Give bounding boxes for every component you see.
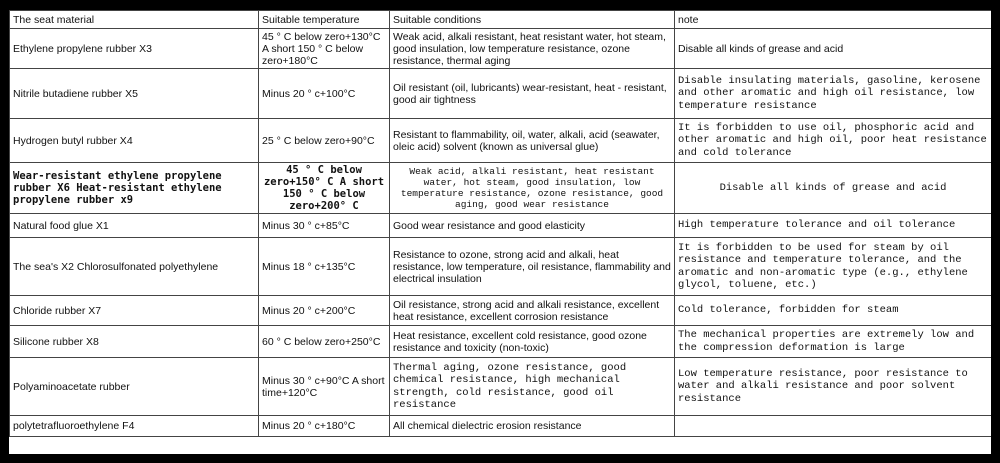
conditions-cell: Resistant to flammability, oil, water, alkali, acid (seawater, oleic acid) solvent (known as universal glue)	[390, 119, 675, 163]
temperature-cell: Minus 30 ° c+90°C A short time+120°C	[259, 358, 390, 416]
material-cell: Ethylene propylene rubber X3	[10, 29, 259, 69]
table-row	[10, 358, 992, 416]
material-cell: Nitrile butadiene rubber X5	[10, 69, 259, 119]
note-cell: Low temperature resistance, poor resistance to water and alkali resistance and poor solvent resistance	[675, 358, 992, 416]
conditions-cell: Oil resistant (oil, lubricants) wear-resistant, heat - resistant, good air tightness	[390, 69, 675, 119]
conditions-cell: Resistance to ozone, strong acid and alkali, heat resistance, low temperature, oil resistance, flammability and electrical insulation	[390, 238, 675, 296]
table-row	[10, 416, 992, 437]
temperature-cell: 45 ° C below zero+150° C A short 150 ° C below zero+200° C	[259, 163, 390, 214]
temperature-cell: Minus 20 ° c+100°C	[259, 69, 390, 119]
table-row	[10, 29, 992, 69]
table-row	[10, 69, 992, 119]
temperature-cell: 45 ° C below zero+130°C A short 150 ° C below zero+180°C	[259, 29, 390, 69]
table-row	[10, 326, 992, 358]
temperature-cell: Minus 18 ° c+135°C	[259, 238, 390, 296]
table-row	[10, 296, 992, 326]
material-cell: Wear-resistant ethylene propylene rubber X6 Heat-resistant ethylene propylene rubber x9	[10, 163, 259, 214]
conditions-cell: Weak acid, alkali resistant, heat resistant water, hot steam, good insulation, low temperature resistance, ozone resistance, thermal aging	[390, 29, 675, 69]
conditions-cell: Weak acid, alkali resistant, heat resistant water, hot steam, good insulation, low temperature resistance, ozone resistance, good aging, good wear resistance	[390, 163, 675, 214]
table-row	[10, 119, 992, 163]
conditions-cell: Heat resistance, excellent cold resistance, good ozone resistance and toxicity (non-toxic)	[390, 326, 675, 358]
header-conditions: Suitable conditions	[390, 11, 675, 29]
conditions-cell: Oil resistance, strong acid and alkali resistance, excellent heat resistance, excellent corrosion resistance	[390, 296, 675, 326]
note-cell: Disable all kinds of grease and acid	[675, 163, 992, 214]
note-cell: Disable insulating materials, gasoline, kerosene and other aromatic and high oil resistance, low temperature resistance	[675, 69, 992, 119]
note-cell: Disable all kinds of grease and acid	[675, 29, 992, 69]
material-cell: The sea's X2 Chlorosulfonated polyethylene	[10, 238, 259, 296]
material-cell: Silicone rubber X8	[10, 326, 259, 358]
temperature-cell: 25 ° C below zero+90°C	[259, 119, 390, 163]
material-cell: Chloride rubber X7	[10, 296, 259, 326]
header-material: The seat material	[10, 11, 259, 29]
table-row	[10, 163, 992, 214]
header-temperature: Suitable temperature	[259, 11, 390, 29]
seal-material-table	[9, 10, 991, 437]
material-cell: Polyaminoacetate rubber	[10, 358, 259, 416]
note-cell	[675, 416, 992, 437]
material-cell: Natural food glue X1	[10, 214, 259, 238]
temperature-cell: 60 ° C below zero+250°C	[259, 326, 390, 358]
conditions-cell: All chemical dielectric erosion resistance	[390, 416, 675, 437]
document-frame	[9, 10, 991, 454]
material-cell: Hydrogen butyl rubber X4	[10, 119, 259, 163]
header-note: note	[675, 11, 992, 29]
table-row	[10, 238, 992, 296]
note-cell: High temperature tolerance and oil tolerance	[675, 214, 992, 238]
note-cell: The mechanical properties are extremely low and the compression deformation is large	[675, 326, 992, 358]
note-cell: Cold tolerance, forbidden for steam	[675, 296, 992, 326]
header-row	[10, 11, 992, 29]
note-cell: It is forbidden to be used for steam by oil resistance and temperature tolerance, and the aromatic and non-aromatic type (e.g., ethylene glycol, toluene, etc.)	[675, 238, 992, 296]
temperature-cell: Minus 30 ° c+85°C	[259, 214, 390, 238]
note-cell: It is forbidden to use oil, phosphoric acid and other aromatic and high oil, poor heat resistance and cold tolerance	[675, 119, 992, 163]
conditions-cell: Good wear resistance and good elasticity	[390, 214, 675, 238]
temperature-cell: Minus 20 ° c+200°C	[259, 296, 390, 326]
conditions-cell: Thermal aging, ozone resistance, good chemical resistance, high mechanical strength, cold resistance, good oil resistance	[390, 358, 675, 416]
table-row	[10, 214, 992, 238]
temperature-cell: Minus 20 ° c+180°C	[259, 416, 390, 437]
material-cell: polytetrafluoroethylene F4	[10, 416, 259, 437]
